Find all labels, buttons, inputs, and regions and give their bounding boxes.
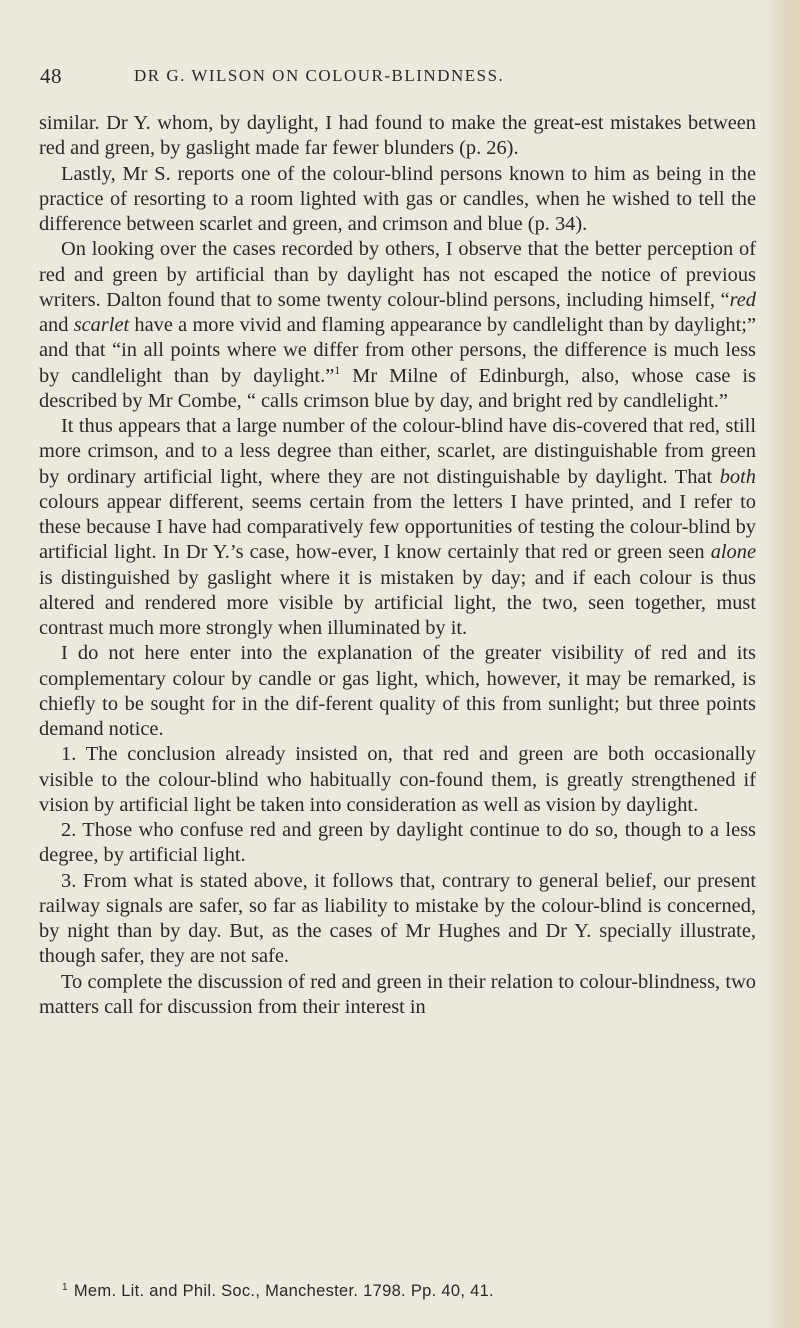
paragraph-text: colours appear different, seems certain from the letters I have printed, and I refer to these because I have had comparatively few opportunities of testing the colour-blind by artificial light. In Dr Y.’s case, how-ever, I know certainly that red or green seen	[39, 490, 756, 564]
paragraph-text: and	[39, 314, 74, 336]
paragraph-text: 3. From what is stated above, it follows that, contrary to general belief, our present railway signals are safer, so far as liability to mistake by the colour-blind is concerned, by night than by day. But, as the cases of Mr Hughes and Dr Y. specially illustrate, though safer, they are not safe.	[39, 869, 756, 968]
page-number: 48	[40, 64, 62, 88]
paragraph-text: On looking over the cases recorded by others, I observe that the better perception of red and green by artificial than by daylight has not escaped the notice of previous writers. Dalton found that to some twenty colour-blind persons, including himself, “	[39, 238, 756, 311]
paragraph	[39, 970, 756, 1021]
footnote-reference: 1	[334, 362, 341, 377]
paragraph	[39, 742, 756, 818]
italic-text: both	[719, 465, 756, 488]
footnote-text: Mem. Lit. and Phil. Soc., Manchester. 1798. Pp. 40, 41.	[73, 1282, 494, 1300]
paragraph-text: similar. Dr Y. whom, by daylight, I had found to make the great-est mistakes between red and green, by gaslight made far fewer blunders (p. 26).	[39, 112, 756, 160]
paragraph-text: is distinguished by gaslight where it is mistaken by day; and if each colour is thus altered and rendered more visible by artificial light, the two, seen together, must contrast much more strongly when illuminated by it.	[39, 566, 756, 639]
paragraph	[39, 818, 756, 869]
paragraph	[39, 237, 756, 414]
footnote	[62, 1282, 762, 1301]
paragraph	[39, 111, 756, 162]
paragraph-text: I do not here enter into the explanation of the greater visibility of red and its complementary colour by candle or gas light, which, however, it may be remarked, is chiefly to be sought for in the dif-ferent quality of this from sunlight; but three points demand notice.	[39, 642, 756, 740]
running-title: DR G. WILSON ON COLOUR-BLINDNESS.	[134, 66, 505, 85]
paragraph	[39, 162, 756, 238]
paragraph-text: To complete the discussion of red and green in their relation to colour-blindness, two matters call for discussion from their interest in	[39, 970, 756, 1018]
paragraph-text: have a more vivid and flaming appearance by candlelight than by daylight;” and that “in all points where we differ from other persons, the difference is much less by candlelight than by daylight.”	[39, 314, 756, 387]
italic-text: alone	[710, 541, 756, 564]
italic-text: scarlet	[73, 314, 130, 336]
paragraph-text: Lastly, Mr S. reports one of the colour-blind persons known to him as being in the practice of resorting to a room lighted with gas or candles, when he wished to tell the difference between scarlet and green, and crimson and blue (p. 34).	[39, 162, 756, 235]
body-text	[39, 111, 756, 1020]
running-header	[40, 64, 752, 94]
paragraph-text: 2. Those who confuse red and green by daylight continue to do so, though to a less degree, by artificial light.	[39, 819, 756, 867]
footnote-mark: 1	[62, 1281, 68, 1293]
paragraph	[39, 414, 756, 641]
paragraph	[39, 869, 756, 970]
page-edge-shadow	[766, 0, 800, 1328]
paragraph-text: Mr Milne of Edinburgh, also, whose case is described by Mr Combe, “ calls crimson blue by day, and bright red by candlelight.”	[39, 364, 756, 412]
italic-text: red	[729, 288, 756, 311]
paragraph	[39, 641, 756, 742]
paragraph-text: It thus appears that a large number of the colour-blind have dis-covered that red, still more crimson, and to a less degree than either, scarlet, are distinguishable from green by ordinary artificial light, where they are not distinguishable by daylight. That	[39, 415, 756, 488]
paragraph-text: 1. The conclusion already insisted on, that red and green are both occasionally visible to the colour-blind who habitually con-found them, is greatly strengthened if vision by artificial light be taken into consideration as well as vision by daylight.	[39, 743, 756, 816]
